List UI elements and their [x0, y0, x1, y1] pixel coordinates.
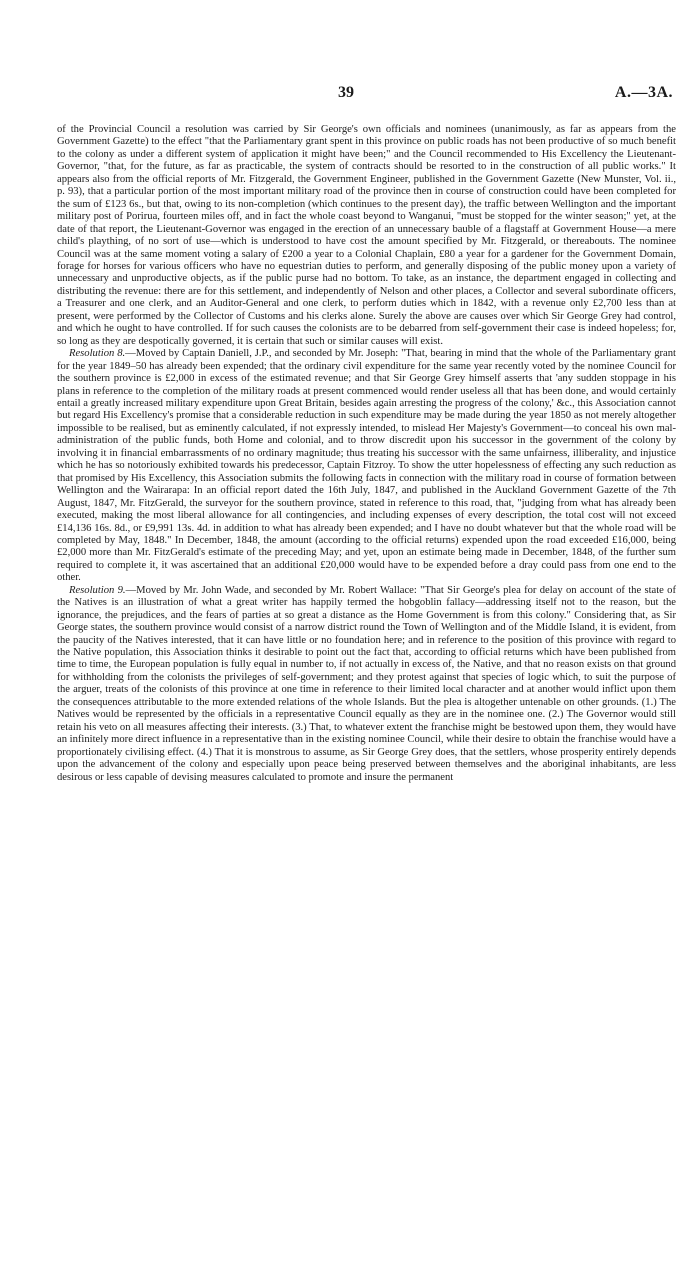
paragraph-resolution-9	[57, 585, 676, 784]
body-text	[57, 124, 676, 784]
paragraph-text: —Moved by Captain Daniell, J.P., and seconded by Mr. Joseph: "That, bearing in mind that the whole of the Parliamentary grant for the year 1849–50 has already been expended; that the ordinary civil expenditure for the same year recently voted by the nominee Council for the southern province is £2,000 in excess of the estimated revenue; and that Sir George Grey himself asserts that 'any sudden stoppage in his plans in reference to the completion of the military roads at present commenced would render useless all that has been done, and would certainly entail a greatly increased military expenditure upon Great Britain, besides again arresting the progress of the colony,' &c., this Association cannot but regard His Excellency's promise that a considerable reduction in such expenditure may be made during the year 1850 as not merely altogether impossible to be realised, but as eminently calculated, if not expressly intended, to mislead Her Majesty's Government—to conceal his own mal-administration of the public funds, both Home and colonial, and to throw discredit upon his successor in the government of the colony by involving it in financial embarrassments of no ordinary magnitude; thus treating his successor with the same unfairness, illiberality, and injustice which he has so notoriously exhibited towards his predecessor, Captain Fitzroy. To show the utter hopelessness of effecting any such reduction as that promised by His Excellency, this Association submits the following facts in connection with the military road in course of formation between Wellington and the Wairarapa: In an official report dated the 16th July, 1847, and published in the Auckland Government Gazette of the 7th August, 1847, Mr. FitzGerald, the surveyor for the southern province, stated in reference to this road, that, "judging from what has already been executed, making the most liberal allowance for all contingencies, and including expenses of every description, the total cost will not exceed £14,136 16s. 8d., or £9,991 13s. 4d. in addition to what has already been expended; and I have no doubt whatever but that the whole road will be completed by May, 1848." In December, 1848, the amount (according to the official returns) expended upon the road exceeded £16,000, being £2,000 more than Mr. FitzGerald's estimate of the preceding May; and yet, upon an estimate being made in December, 1848, of the further sum required to complete it, it was ascertained that an additional £20,000 would have to be expended before a dray could pass from one end to the other.	[57, 348, 676, 584]
page-number: 39	[338, 84, 354, 101]
paragraph-text: —Moved by Mr. John Wade, and seconded by Mr. Robert Wallace: "That Sir George's plea for delay on account of the state of the Natives is an illustration of what a great writer has happily termed the hobgoblin fallacy—addressing itself not to the reason, but the ignorance, the prejudices, and the fears of parties at so great a distance as the Home Government is from this colony." Considering that, as Sir George states, the southern province would consist of a narrow district round the Town of Wellington and of the Middle Island, it is evident, from the paucity of the Natives interested, that it can have little or no foundation here; and in reference to the position of this province with regard to the Native population, this Association thinks it desirable to point out the fact that, according to official returns which have been published from time to time, the European population is fully equal in number to, if not actually in excess of, the Native, and that no reason exists on that ground for withholding from the colonists the privileges of self-government; and they protest against that species of logic which, to suit the purpose of the arguer, treats of the colonists of this province at one time in reference to their limited local character and at another would inflict upon them the consequences attributable to the more extended relations of the whole Islands. But the plea is altogether untenable on other grounds. (1.) The Natives would be represented by the officials in a representative Council equally as they are in the nominee one. (2.) The Governor would still retain his veto on all measures affecting their interests. (3.) That, to whatever extent the franchise might be bestowed upon them, they would have an infinitely more direct influence in a representative than in the existing nominee Council, while their desire to obtain the franchise would have a proportionately civilising effect. (4.) That it is monstrous to assume, as Sir George Grey does, that the settlers, whose prosperity entirely depends upon the advancement of the colony and especially upon peace being preserved between themselves and the aboriginal inhabitants, are less desirous or less capable of devising measures calculated to promote and insure the permanent	[57, 584, 676, 783]
paragraph-intro	[57, 124, 676, 348]
paragraph-text: of the Provincial Council a resolution was carried by Sir George's own officials and nominees (unanimously, as far as appears from the Government Gazette) to the effect "that the Parliamentary grant spent in this province on public roads has not been productive of so much benefit to the colony as under a different system of application it might have been;" and the Council recommended to His Excellency the Lieutenant-Governor, "that, for the future, as far as practicable, the system of contracts should be resorted to in the construction of all public works." It appears also from the official reports of Mr. Fitzgerald, the Government Engineer, published in the Government Gazette (New Munster, Vol. ii., p. 93), that a particular portion of the most important military road of the province then in course of construction could have been completed for the sum of £123 6s., but that, owing to its non-completion (which continues to the present day), the traffic between Wellington and the important military post of Porirua, fourteen miles off, and in fact the whole coast beyond to Wanganui, "must be stopped for the winter season;" yet, at the date of that report, the Lieutenant-Governor was engaged in the erection of an unnecessary bauble of a flagstaff at Government House—a mere child's plaything, of no sort of use—which is understood to have cost the amount specified by Mr. Fitzgerald, or thereabouts. The nominee Council was at the same moment voting a salary of £200 a year to a Colonial Chaplain, £80 a year for a gardener for the Government Domain, forage for horses for various officers who have no equestrian duties to perform, and generally disposing of the public money upon a variety of unnecessary and unproductive objects, as if the public purse had no bottom. To take, as an instance, the department engaged in collecting and distributing the revenue: there are for this settlement, and independently of Nelson and other places, a Collector and several subordinate officers, a Treasurer and one clerk, and an Auditor-General and one clerk, to perform duties which in 1842, with a revenue only £2,700 less than at present, were performed by the Collector of Customs and his clerks alone. Surely the above are causes over which Sir George Grey had control, and which he ought to have controlled. If for such causes the colonists are to be debarred from self-government their case is indeed hopeless; for, so long as they are despotically governed, it is certain that such or similar causes will exist.	[57, 124, 676, 347]
resolution-label: Resolution 8.	[69, 348, 126, 360]
resolution-label: Resolution 9.	[69, 584, 126, 596]
document-reference: A.—3A.	[614, 84, 673, 101]
paragraph-resolution-8	[57, 348, 676, 585]
